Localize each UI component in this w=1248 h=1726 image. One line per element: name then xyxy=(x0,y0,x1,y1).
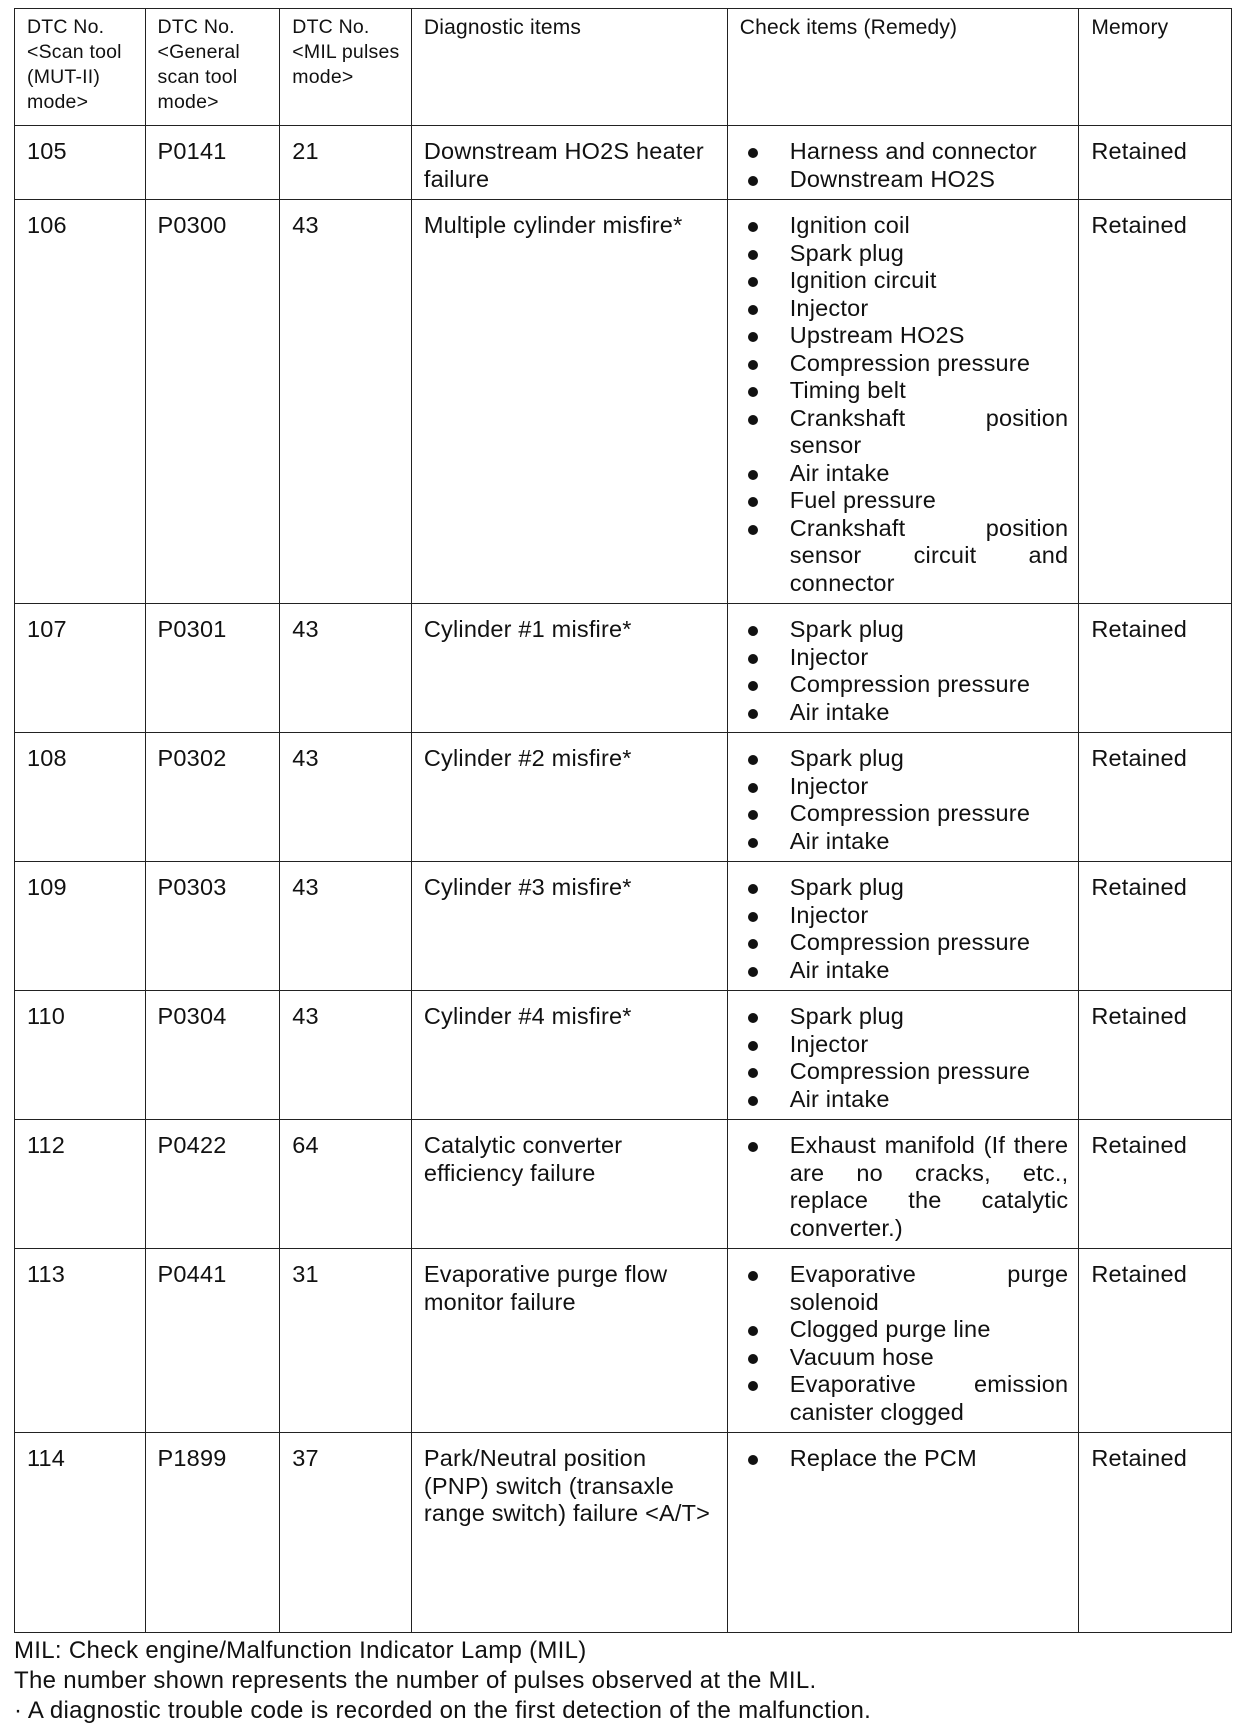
check-item: Spark plug xyxy=(740,874,1069,902)
cell-scan-code: 105 xyxy=(15,126,146,200)
table-row xyxy=(15,733,1232,862)
cell-mil-pulses: 31 xyxy=(280,1249,412,1433)
check-item: Spark plug xyxy=(740,240,1069,268)
check-item: Downstream HO2S xyxy=(740,166,1069,194)
check-list xyxy=(740,1132,1069,1242)
check-item: Air intake xyxy=(740,957,1069,985)
check-item: Injector xyxy=(740,295,1069,323)
cell-scan-code: 112 xyxy=(15,1120,146,1249)
cell-diagnostic-item: Evaporative purge flow monitor failure xyxy=(411,1249,727,1433)
check-item: Ignition circuit xyxy=(740,267,1069,295)
header-row xyxy=(15,9,1232,126)
check-list xyxy=(740,138,1069,193)
check-item: Harness and connector xyxy=(740,138,1069,166)
cell-general-code: P1899 xyxy=(145,1433,280,1633)
table-row xyxy=(15,604,1232,733)
cell-check-items xyxy=(727,1433,1079,1633)
header-scan-tool: DTC No. <Scan tool (MUT-II) mode> xyxy=(15,9,146,126)
check-item: Compression pressure xyxy=(740,671,1069,699)
cell-general-code: P0441 xyxy=(145,1249,280,1433)
cell-diagnostic-item: Downstream HO2S heater failure xyxy=(411,126,727,200)
check-list xyxy=(740,616,1069,726)
check-item: Replace the PCM xyxy=(740,1445,1069,1473)
cell-diagnostic-item: Multiple cylinder misfire* xyxy=(411,200,727,604)
cell-diagnostic-item: Park/Neutral position (PNP) switch (transaxle range switch) failure <A/T> xyxy=(411,1433,727,1633)
check-list xyxy=(740,745,1069,855)
table-header xyxy=(15,9,1232,126)
check-item: Spark plug xyxy=(740,1003,1069,1031)
header-check-items: Check items (Remedy) xyxy=(727,9,1079,126)
cell-check-items xyxy=(727,126,1079,200)
check-item: Clogged purge line xyxy=(740,1316,1069,1344)
cell-general-code: P0304 xyxy=(145,991,280,1120)
cell-diagnostic-item: Cylinder #3 misfire* xyxy=(411,862,727,991)
cell-general-code: P0303 xyxy=(145,862,280,991)
check-item: Air intake xyxy=(740,828,1069,856)
cell-scan-code: 107 xyxy=(15,604,146,733)
header-diagnostic-items: Diagnostic items xyxy=(411,9,727,126)
cell-general-code: P0302 xyxy=(145,733,280,862)
cell-scan-code: 114 xyxy=(15,1433,146,1633)
check-item: Spark plug xyxy=(740,616,1069,644)
cell-mil-pulses: 43 xyxy=(280,862,412,991)
check-list xyxy=(740,212,1069,597)
check-item: Compression pressure xyxy=(740,929,1069,957)
table-row xyxy=(15,991,1232,1120)
cell-diagnostic-item: Cylinder #2 misfire* xyxy=(411,733,727,862)
table-body xyxy=(15,126,1232,1633)
check-item: Exhaust manifold (If there are no cracks, etc., replace the catalytic converter.) xyxy=(740,1132,1069,1242)
cell-check-items xyxy=(727,733,1079,862)
check-item: Compression pressure xyxy=(740,1058,1069,1086)
check-item: Injector xyxy=(740,644,1069,672)
cell-scan-code: 108 xyxy=(15,733,146,862)
check-item: Injector xyxy=(740,902,1069,930)
cell-scan-code: 113 xyxy=(15,1249,146,1433)
cell-general-code: P0300 xyxy=(145,200,280,604)
cell-diagnostic-item: Catalytic converter efficiency failure xyxy=(411,1120,727,1249)
check-item: Evaporative emission canister clogged xyxy=(740,1371,1069,1426)
cell-check-items xyxy=(727,991,1079,1120)
cell-mil-pulses: 43 xyxy=(280,604,412,733)
cell-mil-pulses: 43 xyxy=(280,733,412,862)
cell-mil-pulses: 21 xyxy=(280,126,412,200)
footnote-mil: MIL: Check engine/Malfunction Indicator Lamp (MIL) xyxy=(14,1637,587,1664)
cell-check-items xyxy=(727,200,1079,604)
check-item: Crankshaft position sensor xyxy=(740,405,1069,460)
cell-general-code: P0141 xyxy=(145,126,280,200)
check-item: Air intake xyxy=(740,1086,1069,1114)
cell-check-items xyxy=(727,862,1079,991)
check-item: Vacuum hose xyxy=(740,1344,1069,1372)
cell-scan-code: 106 xyxy=(15,200,146,604)
cell-scan-code: 109 xyxy=(15,862,146,991)
check-item: Upstream HO2S xyxy=(740,322,1069,350)
check-item: Injector xyxy=(740,773,1069,801)
check-item: Crankshaft position sensor circuit and connector xyxy=(740,515,1069,598)
table-row xyxy=(15,126,1232,200)
table-row xyxy=(15,1433,1232,1633)
cell-memory: Retained xyxy=(1079,733,1232,862)
cell-memory: Retained xyxy=(1079,1433,1232,1633)
check-item: Compression pressure xyxy=(740,800,1069,828)
cell-mil-pulses: 43 xyxy=(280,200,412,604)
cell-check-items xyxy=(727,604,1079,733)
check-item: Compression pressure xyxy=(740,350,1069,378)
check-list xyxy=(740,1003,1069,1113)
cell-memory: Retained xyxy=(1079,1249,1232,1433)
cell-general-code: P0422 xyxy=(145,1120,280,1249)
cell-diagnostic-item: Cylinder #1 misfire* xyxy=(411,604,727,733)
footnote-pulses: The number shown represents the number of pulses observed at the MIL. xyxy=(14,1667,817,1694)
footnote-detection: · A diagnostic trouble code is recorded on the first detection of the malfunction. xyxy=(14,1697,872,1724)
check-item: Spark plug xyxy=(740,745,1069,773)
cell-memory: Retained xyxy=(1079,991,1232,1120)
check-item: Injector xyxy=(740,1031,1069,1059)
cell-check-items xyxy=(727,1249,1079,1433)
header-memory: Memory xyxy=(1079,9,1232,126)
cell-mil-pulses: 37 xyxy=(280,1433,412,1633)
table-row xyxy=(15,862,1232,991)
cell-general-code: P0301 xyxy=(145,604,280,733)
cell-memory: Retained xyxy=(1079,200,1232,604)
header-general-scan: DTC No. <General scan tool mode> xyxy=(145,9,280,126)
cell-mil-pulses: 43 xyxy=(280,991,412,1120)
check-item: Evaporative purge solenoid xyxy=(740,1261,1069,1316)
cell-scan-code: 110 xyxy=(15,991,146,1120)
check-item: Fuel pressure xyxy=(740,487,1069,515)
check-list xyxy=(740,874,1069,984)
cell-mil-pulses: 64 xyxy=(280,1120,412,1249)
table-row xyxy=(15,200,1232,604)
dtc-table xyxy=(14,8,1232,1633)
table-row xyxy=(15,1120,1232,1249)
check-item: Air intake xyxy=(740,699,1069,727)
cell-check-items xyxy=(727,1120,1079,1249)
check-list xyxy=(740,1261,1069,1426)
check-item: Ignition coil xyxy=(740,212,1069,240)
footnotes xyxy=(14,1636,1234,1726)
cell-diagnostic-item: Cylinder #4 misfire* xyxy=(411,991,727,1120)
check-item: Air intake xyxy=(740,460,1069,488)
cell-memory: Retained xyxy=(1079,862,1232,991)
check-list xyxy=(740,1445,1069,1473)
header-mil-pulses: DTC No. <MIL pulses mode> xyxy=(280,9,412,126)
cell-memory: Retained xyxy=(1079,604,1232,733)
check-item: Timing belt xyxy=(740,377,1069,405)
cell-memory: Retained xyxy=(1079,1120,1232,1249)
cell-memory: Retained xyxy=(1079,126,1232,200)
table-row xyxy=(15,1249,1232,1433)
